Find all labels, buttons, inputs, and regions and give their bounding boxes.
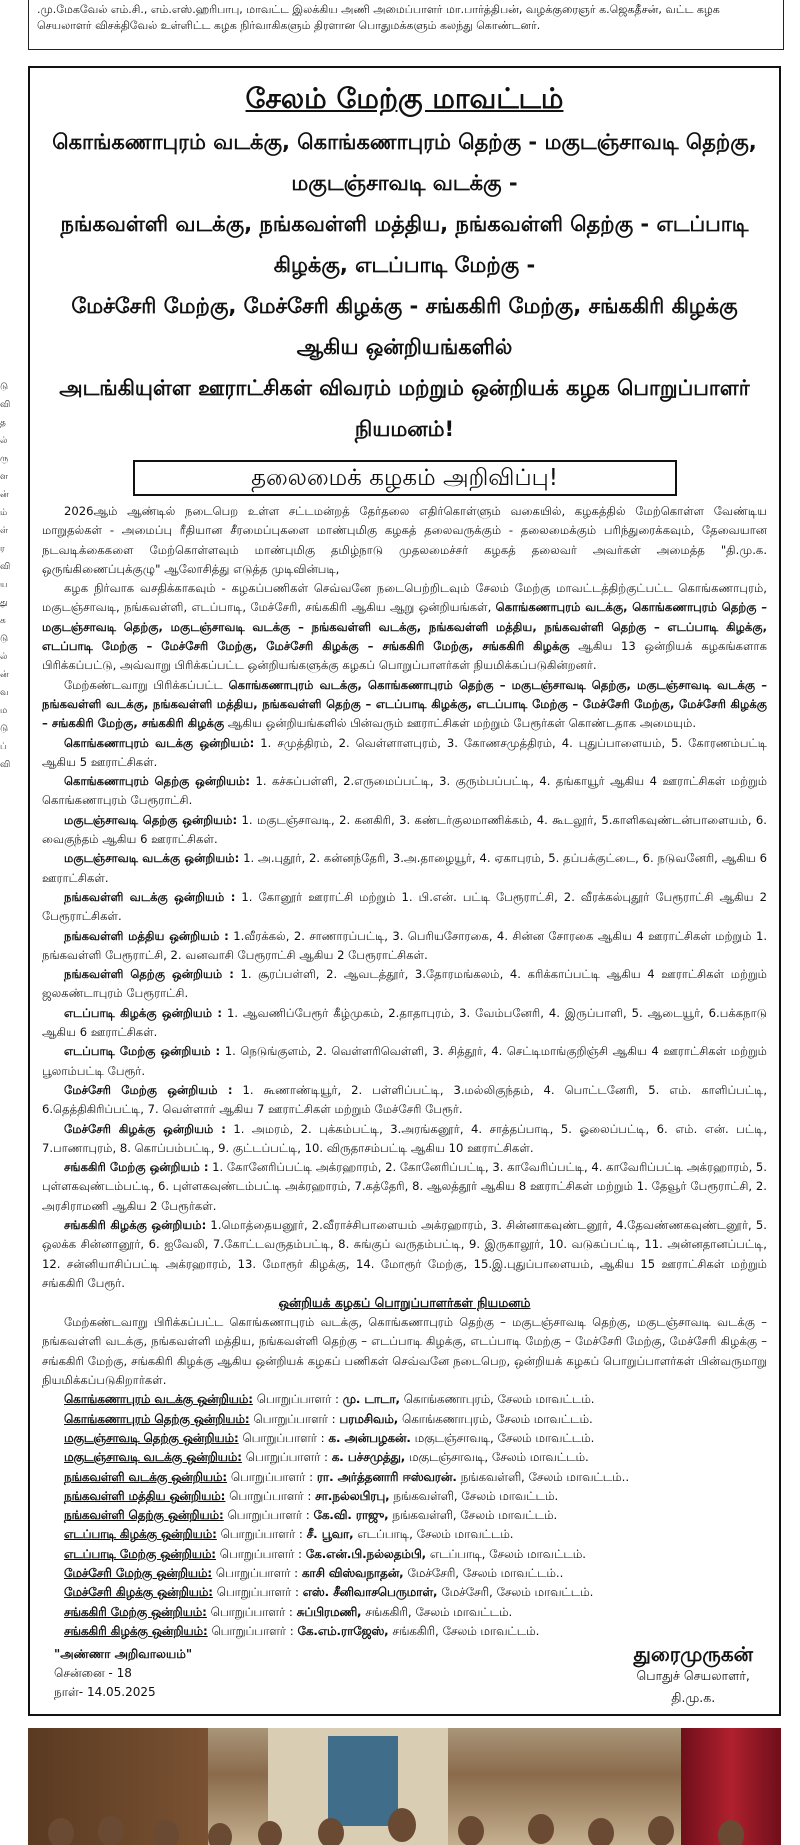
appointee-place: நங்கவள்ளி, சேலம் மாவட்டம். <box>392 1508 558 1523</box>
appointee-place: நங்கவள்ளி, சேலம் மாவட்டம். <box>393 1488 559 1503</box>
appointee-place: மகுடஞ்சாவடி, சேலம் மாவட்டம். <box>414 1430 595 1445</box>
appointment-union: கொங்கணாபுரம் தெற்கு ஒன்றியம்: <box>64 1411 250 1426</box>
left-column-fragment: ன் <box>0 670 9 680</box>
appointment-row <box>64 1487 767 1506</box>
appointment-role: பொறுப்பாளர் : <box>229 1488 312 1503</box>
left-column-fragment: ர <box>0 544 5 554</box>
left-column-fragment: ம் <box>0 508 8 518</box>
union-villages: 1.வீரக்கல், 2. சாணாரப்பட்டி, 3. பெரியசோரகை, 4. சின்ன சோரகை ஆகிய 4 ஊராட்சிகள் மற்றும் 1. நங்கவள்ளி பேரூராட்சி, 2. வனவாசி பேரூராட்சி ஆகிய 2 பேரூராட்சிகள். <box>42 928 768 962</box>
union-label: கொங்கணாபுரம் தெற்கு ஒன்றியம்: <box>64 774 250 789</box>
appointment-union: எடப்பாடி மேற்கு ஒன்றியம்: <box>64 1546 217 1561</box>
appointment-role: பொறுப்பாளர் : <box>219 1546 303 1561</box>
appointment-row <box>64 1525 767 1544</box>
union-entry <box>42 1004 767 1043</box>
division-end: ஆகிய 13 ஒன்றியக் கழகங்களாக பிரிக்கப்பட்டு, அவ்வாறு பிரிக்கப்பட்ட ஒன்றியங்களுக்கு கழகப் பொறுப்பாளர்கள் நியமிக்கப்படுகின்றனர். <box>42 639 767 673</box>
person-head <box>258 1821 282 1845</box>
left-column-fragment: து <box>0 598 8 608</box>
office-date: நாள்- 14.05.2025 <box>54 1685 156 1700</box>
villages-intro-paragraph <box>42 676 767 734</box>
division-text: கழக நிர்வாக வசதிக்காகவும் - கழகப்பணிகள் செவ்வனே நடைபெற்றிடவும் சேலம் மேற்கு மாவட்டத்திற்குட்பட்ட கொங்கணாபுரம், மகுடஞ்சாவடி, நங்கவள்ளி, எடப்பாடி, மேச்சேரி, சங்ககிரி ஆகிய ஆறு ஒன்றியங்கள், <box>42 581 767 615</box>
appointment-role: பொறுப்பாளர் : <box>230 1469 314 1484</box>
appointment-union: சங்ககிரி கிழக்கு ஒன்றியம்: <box>64 1623 208 1638</box>
person-head <box>208 1823 232 1845</box>
villages-intro-start: மேற்கண்டவாறு பிரிக்கப்பட்ட <box>64 677 223 692</box>
appointment-union: நங்கவள்ளி வடக்கு ஒன்றியம்: <box>64 1469 228 1484</box>
left-column-fragment: ள் <box>0 526 9 536</box>
appointee-name: எஸ். சீனிவாசபெருமாள், <box>302 1585 438 1600</box>
person-head <box>718 1820 744 1845</box>
party-notice <box>28 66 781 1716</box>
appointment-role: பொறுப்பாளர் : <box>216 1585 299 1600</box>
union-villages: 1. கோனேரிப்பட்டி அக்ரஹாரம், 2. கோனேரிப்பட்டி, 3. காவேரிப்பட்டி, 4. காவேரிப்பட்டி அக்ரஹாரம், 5. புள்ளகவுண்டம்பட்டி, 6. புள்ளகவுண்டம்பட்டி அக்ரஹாரம், 7.கத்தேரி, 8. ஆலத்தூர் ஆகிய 8 ஊராட்சிகள் மற்றும் 1. தேவூர் பேரூராட்சி, 2. அரசிராமணி ஆகிய 2 பேரூர்கள். <box>42 1160 767 1213</box>
appointment-row <box>64 1390 767 1409</box>
appointment-row <box>64 1583 767 1602</box>
union-label: மேச்சேரி கிழக்கு ஒன்றியம் : <box>64 1121 226 1136</box>
union-villages: 1. கூணாண்டியூர், 2. பள்ளிப்பட்டி, 3.மல்லிகுந்தம், 4. பொட்டனேரி, 5. எம். காளிப்பட்டி, 6.தெத்திகிரிப்பட்டி, 7. வெள்ளார் ஆகிய 7 ஊராட்சிகள் மற்றும் மேச்சேரி பேரூர். <box>42 1082 767 1117</box>
union-entry <box>42 1158 767 1216</box>
union-entry <box>42 734 767 773</box>
appointment-union: சங்ககிரி மேற்கு ஒன்றியம்: <box>64 1604 207 1619</box>
left-column-fragment: டு <box>0 724 9 734</box>
appointment-union: மேச்சேரி மேற்கு ஒன்றியம்: <box>64 1566 213 1581</box>
appointment-row <box>64 1410 767 1429</box>
union-entry <box>42 965 767 1004</box>
union-villages: 1. அ.புதூர், 2. கன்னந்தேரி, 3.அ.தாழையூர், 4. ஏகாபுரம், 5. தப்பக்குட்டை, 6. நடுவனேரி, ஆகிய 6 ஊராட்சிகள். <box>42 851 768 885</box>
union-entry <box>42 1042 767 1081</box>
union-label: நங்கவள்ளி மத்திய ஒன்றியம் : <box>64 928 229 943</box>
appointments-paragraph: மேற்கண்டவாறு பிரிக்கப்பட்ட கொங்கணாபுரம் வடக்கு, கொங்கணாபுரம் தெற்கு – மகுடஞ்சாவடி தெற்கு, மகுடஞ்சாவடி வடக்கு – நங்கவள்ளி வடக்கு, நங்கவள்ளி மத்திய, நங்கவள்ளி தெற்கு – எடப்பாடி கிழக்கு, எடப்பாடி மேற்கு – மேச்சேரி மேற்கு, மேச்சேரி கிழக்கு – சங்ககிரி மேற்கு, சங்ககிரி கிழக்கு ஆகிய ஒன்றியக் கழகப் பணிகள் செவ்வனே நடைபெற, ஒன்றியக் கழகப் பொறுப்பாளர்கள் பின்வருமாறு நியமிக்கப்படுகிறார்கள். <box>42 1315 767 1388</box>
division-unions: கொங்கணாபுரம் வடக்கு, கொங்கணாபுரம் தெற்கு – மகுடஞ்சாவடி தெற்கு, மகுடஞ்சாவடி வடக்கு – நங்கவள்ளி வடக்கு, நங்கவள்ளி மத்திய, நங்கவள்ளி தெற்கு – எடப்பாடி கிழக்கு, எடப்பாடி மேற்கு – மேச்சேரி மேற்கு, மேச்சேரி கிழக்கு – சங்ககிரி மேற்கு, சங்ககிரி கிழக்கு <box>42 600 768 654</box>
person-head <box>648 1816 674 1845</box>
union-entry <box>42 772 767 811</box>
appointment-role: பொறுப்பாளர் : <box>227 1508 310 1523</box>
union-villages: 1. நெடுங்குளம், 2. வெள்ளரிவெள்ளி, 3. சித்தூர், 4. செட்டிமாங்குறிஞ்சி ஆகிய 4 ஊராட்சிகள் மற்றும் பூலாம்பட்டி பேரூர். <box>42 1044 767 1078</box>
headline-line: மேச்சேரி மேற்கு, மேச்சேரி கிழக்கு - சங்ககிரி மேற்கு, சங்ககிரி கிழக்கு ஆகிய ஒன்றியங்களில் <box>71 294 738 359</box>
appointee-name: ரா. அர்த்தனாரி ஈஸ்வரன். <box>316 1469 457 1484</box>
appointment-role: பொறுப்பாளர் : <box>256 1392 339 1407</box>
union-label: எடப்பாடி கிழக்கு ஒன்றியம் : <box>64 1005 222 1020</box>
appointments-list <box>42 1390 767 1641</box>
union-label: சங்ககிரி மேற்கு ஒன்றியம் : <box>64 1160 209 1175</box>
union-label: சங்ககிரி கிழக்கு ஒன்றியம்: <box>64 1217 207 1232</box>
appointment-role: பொறுப்பாளர் : <box>245 1450 328 1465</box>
appointee-place: கொங்கணாபுரம், சேலம் மாவட்டம். <box>402 1411 593 1426</box>
appointment-union: கொங்கணாபுரம் வடக்கு ஒன்றியம்: <box>64 1392 253 1407</box>
union-label: நங்கவள்ளி தெற்கு ஒன்றியம் : <box>64 967 234 982</box>
portrait-frame <box>328 1736 398 1826</box>
union-entry <box>42 849 767 888</box>
strip-line-1: .மு.மேகவேல் எம்.சி., எம்.எஸ்.ஹரிபாபு, மாவட்ட இலக்கிய அணி அமைப்பாளர் மா.பார்த்திபன், வழக்குரைஞர் க.ஜெகதீசன், வட்ட கழக <box>37 3 720 16</box>
appointee-name: சுப்பிரமணி, <box>296 1604 362 1619</box>
person-head <box>153 1820 179 1845</box>
union-village-list <box>42 734 767 1294</box>
union-villages: 1. மகுடஞ்சாவடி, 2. கனகிரி, 3. கண்டர்குலமாணிக்கம், 4. கூடலூர், 5.காளிகவுண்டன்பாளையம், 6. வைகுந்தம் ஆகிய 6 ஊராட்சிகள். <box>42 812 767 847</box>
office-block <box>54 1645 192 1702</box>
signatory-title: பொதுச் செயலாளர், <box>636 1668 750 1684</box>
person-head <box>388 1808 416 1842</box>
union-villages: 1. கோனூர் ஊராட்சி மற்றும் 1. பி.என். பட்டி பேரூராட்சி, 2. வீரக்கல்புதூர் பேரூராட்சி ஆகிய 2 பேரூராட்சிகள். <box>42 889 768 924</box>
left-column-fragment: க <box>0 616 6 626</box>
left-column-fragment: ல் <box>0 436 8 446</box>
announcement-subtitle: தலைமைக் கழகம் அறிவிப்பு! <box>133 460 677 496</box>
union-villages: 1. சூரப்பள்ளி, 2. ஆவடத்தூர், 3.தோரமங்கலம், 4. கரிக்காப்பட்டி ஆகிய 4 ஊராட்சிகள் மற்றும் ஜலகண்டாபுரம் பேரூராட்சி. <box>42 967 767 1001</box>
left-column-fragment: ம <box>0 706 8 716</box>
union-villages: 1. அமரம், 2. புக்கம்பட்டி, 3.அரங்கனூர், 4. சாத்தப்பாடி, 5. ஓலைப்பட்டி, 6. எம். என். பட்டி, 7.பாணாபுரம், 8. கொப்பம்பட்டி, 9. குட்டப்பட்டி, 10. விருதாசம்பட்டி ஆகிய 10 ஊராட்சிகள். <box>42 1121 768 1155</box>
person-head <box>458 1816 484 1845</box>
union-villages: 1. கச்சுப்பள்ளி, 2.எருமைப்பட்டி, 3. குரும்பப்பட்டி, 4. தங்காயூர் ஆகிய 4 ஊராட்சிகள் மற்றும் கொங்கணாபுரம் பேரூராட்சி. <box>42 774 768 808</box>
appointment-role: பொறுப்பாளர் : <box>253 1411 336 1426</box>
appointments-heading: ஒன்றியக் கழகப் பொறுப்பாளர்கள் நியமனம் <box>278 1295 531 1311</box>
appointment-union: மேச்சேரி கிழக்கு ஒன்றியம்: <box>64 1585 213 1600</box>
notice-footer <box>42 1641 767 1716</box>
left-column-fragment: ரு <box>0 454 9 464</box>
union-entry <box>42 927 767 966</box>
left-column-fragment: வி <box>0 562 11 572</box>
intro-paragraph: 2026ஆம் ஆண்டில் நடைபெற உள்ள சட்டமன்றத் தேர்தலை எதிர்கொள்ளும் வகையில், கழகத்தில் மேற்கொள்ள வேண்டிய மாறுதல்கள் - அமைப்பு ரீதியான சீரமைப்புகளை மாண்புமிகு கழகத் தலைவருக்கும் - தலைமைக்கும் பரிந்துரைக்கவும், தேவையான நடவடிக்கைகளை மேற்கொள்ளவும் மாண்புமிகு தமிழ்நாடு முதலமைச்சர் கழகத் தலைவர் அவர்கள் அமைத்த "தி.மு.க. ஒருங்கிணைப்புக்குழு" ஆலோசித்து எடுத்த முடிவின்படி, <box>42 504 767 576</box>
left-column-fragment: ன் <box>0 490 9 500</box>
appointee-name: பரமசிவம், <box>339 1411 399 1426</box>
appointee-place: எடப்பாடி, சேலம் மாவட்டம். <box>429 1546 586 1561</box>
appointee-name: க. பச்சமுத்து, <box>331 1450 406 1465</box>
appointment-role: பொறுப்பாளர் : <box>211 1623 294 1638</box>
left-column-fragment: ப் <box>0 742 7 752</box>
union-entry <box>42 888 767 927</box>
appointment-union: எடப்பாடி கிழக்கு ஒன்றியம்: <box>64 1527 217 1542</box>
office-name: "அண்ணா அறிவாலயம்" <box>54 1647 193 1662</box>
appointee-place: எடப்பாடி, சேலம் மாவட்டம். <box>357 1527 514 1542</box>
appointee-name: கே.எம்.ராஜேஸ், <box>297 1623 389 1638</box>
headline-line: கொங்கணாபுரம் வடக்கு, கொங்கணாபுரம் தெற்கு - மகுடஞ்சாவடி தெற்கு, மகுடஞ்சாவடி வடக்கு - <box>52 130 757 195</box>
left-column-fragment: ல் <box>0 652 8 662</box>
appointment-row <box>64 1564 767 1583</box>
villages-intro-end: ஆகிய ஒன்றியங்களில் பின்வரும் ஊராட்சிகள் மற்றும் பேரூர்கள் கொண்டதாக அமையும். <box>227 716 697 731</box>
appointee-name: சீ. பூவா, <box>306 1527 354 1542</box>
person-head <box>588 1818 614 1845</box>
signatory-party: தி.மு.க. <box>671 1690 716 1706</box>
person-head <box>318 1818 344 1845</box>
left-column-fragment: வி <box>0 760 11 770</box>
union-label: மேச்சேரி மேற்கு ஒன்றியம் : <box>64 1082 233 1097</box>
union-villages: 1. ஆவணிப்பேரூர் கீழ்முகம், 2.தாதாபுரம், 3. வேம்பனேரி, 4. இருப்பாளி, 5. ஆடையூர், 6.பக்கநாடு ஆகிய 6 ஊராட்சிகள். <box>42 1005 767 1040</box>
appointee-name: கே.வி. ராஜு, <box>313 1508 389 1523</box>
appointee-name: காசி விஸ்வநாதன், <box>301 1566 404 1581</box>
person-head <box>98 1816 124 1845</box>
appointee-place: சங்ககிரி, சேலம் மாவட்டம். <box>392 1623 540 1638</box>
signatory-name: துரைமுருகன் <box>633 1642 753 1667</box>
union-entry <box>42 1120 767 1159</box>
appointment-role: பொறுப்பாளர் : <box>210 1604 293 1619</box>
union-entry <box>42 1216 767 1293</box>
office-city: சென்னை - 18 <box>54 1666 132 1681</box>
union-entry <box>42 1081 767 1120</box>
appointment-row <box>64 1468 767 1487</box>
appointment-union: மகுடஞ்சாவடி வடக்கு ஒன்றியம்: <box>64 1450 242 1465</box>
appointee-place: மகுடஞ்சாவடி, சேலம் மாவட்டம். <box>408 1450 589 1465</box>
appointment-row <box>64 1448 767 1467</box>
appointee-name: மு. டாடா, <box>342 1392 400 1407</box>
left-column-fragment: வ <box>0 688 9 698</box>
left-column-fragment: டு <box>0 634 9 644</box>
division-paragraph <box>42 579 767 675</box>
appointment-row <box>64 1506 767 1525</box>
appointee-name: சா.நல்லபிரபு, <box>315 1488 390 1503</box>
appointee-name: கே.என்.பி.நல்லதம்பி, <box>305 1546 427 1561</box>
appointment-role: பொறுப்பாளர் : <box>242 1430 325 1445</box>
news-photo <box>28 1728 781 1845</box>
appointee-name: க. அன்பழகன். <box>328 1430 411 1445</box>
left-column-fragments <box>0 0 12 1845</box>
union-label: கொங்கணாபுரம் வடக்கு ஒன்றியம்: <box>64 735 255 750</box>
left-column-fragment: ள <box>0 472 9 482</box>
appointee-place: கொங்கணாபுரம், சேலம் மாவட்டம். <box>403 1392 595 1407</box>
left-column-fragment: த <box>0 418 6 428</box>
headline-line: அடங்கியுள்ள ஊராட்சிகள் விவரம் மற்றும் ஒன்றியக் கழக பொறுப்பாளர் நியமனம்! <box>59 376 750 441</box>
union-entry <box>42 811 767 850</box>
union-label: நங்கவள்ளி வடக்கு ஒன்றியம் : <box>64 889 236 904</box>
union-villages: 1.மொத்தையனூர், 2.வீராச்சிபாளையம் அக்ரஹாரம், 3. சின்னாகவுண்டனூர், 4.தேவண்ணகவுண்டனூர், 5. ஒலக்க சின்னானூர், 6. ஐவேலி, 7.கோட்டவருதம்பட்டி, 8. சுங்குப் வருதம்பட்டி, 9. இருகாலூர், 10. வடுகப்பட்டி, 11. அன்னதானப்பட்டி, 12. சன்னியாசிப்பட்டி அக்ரஹாரம், 13. மோரூர் கிழக்கு, 14. மோரூர் மேற்கு, 15.இ.புதுப்பாளையம், ஆகிய 15 ஊராட்சிகள் மற்றும் சங்ககிரி பேரூர். <box>42 1217 767 1290</box>
appointee-place: சங்ககிரி, சேலம் மாவட்டம். <box>365 1604 513 1619</box>
appointee-place: நங்கவள்ளி, சேலம் மாவட்டம்.. <box>460 1469 630 1484</box>
signature-block <box>633 1643 753 1709</box>
notice-headline <box>48 122 761 450</box>
union-label: மகுடஞ்சாவடி தெற்கு ஒன்றியம்: <box>64 812 238 827</box>
district-title: சேலம் மேற்கு மாவட்டம் <box>245 82 564 115</box>
union-label: மகுடஞ்சாவடி வடக்கு ஒன்றியம்: <box>64 851 240 866</box>
left-column-fragment: வி <box>0 400 11 410</box>
person-head <box>528 1814 554 1844</box>
appointment-row <box>64 1603 767 1622</box>
villages-intro-unions: கொங்கணாபுரம் வடக்கு, கொங்கணாபுரம் தெற்கு – மகுடஞ்சாவடி தெற்கு, மகுடஞ்சாவடி வடக்கு – நங்கவள்ளி வடக்கு, நங்கவள்ளி மத்திய, நங்கவள்ளி தெற்கு – எடப்பாடி கிழக்கு, எடப்பாடி மேற்கு – மேச்சேரி மேற்கு, மேச்சேரி கிழக்கு – சங்ககிரி மேற்கு, சங்ககிரி கிழக்கு <box>42 677 768 731</box>
appointee-place: மேச்சேரி, சேலம் மாவட்டம். <box>441 1585 594 1600</box>
left-column-fragment: ய <box>0 580 8 590</box>
previous-article-strip <box>28 0 784 50</box>
appointment-row <box>64 1429 767 1448</box>
appointment-row <box>64 1545 767 1564</box>
left-column-fragment: டு <box>0 382 9 392</box>
person-head <box>48 1818 74 1845</box>
appointment-role: பொறுப்பாளர் : <box>220 1527 303 1542</box>
headline-line: நங்கவள்ளி வடக்கு, நங்கவள்ளி மத்திய, நங்கவள்ளி தெற்கு - எடப்பாடி கிழக்கு, எடப்பாடி மேற்கு - <box>60 212 749 277</box>
appointment-role: பொறுப்பாளர் : <box>215 1566 299 1581</box>
appointment-union: நங்கவள்ளி தெற்கு ஒன்றியம்: <box>64 1508 224 1523</box>
appointee-place: மேச்சேரி, சேலம் மாவட்டம்.. <box>407 1566 564 1581</box>
appointment-union: நங்கவள்ளி மத்திய ஒன்றியம்: <box>64 1488 226 1503</box>
appointment-row <box>64 1622 767 1641</box>
appointment-union: மகுடஞ்சாவடி தெற்கு ஒன்றியம்: <box>64 1430 239 1445</box>
union-villages: 1. சமுத்திரம், 2. வெள்ளாளபுரம், 3. கோணசமுத்திரம், 4. புதுப்பாளையம், 5. கோரணம்பட்டி ஆகிய 5 ஊராட்சிகள். <box>42 735 768 769</box>
union-label: எடப்பாடி மேற்கு ஒன்றியம் : <box>64 1044 221 1059</box>
strip-line-2: செயலாளர் விசக்திவேல் உள்ளிட்ட கழக நிர்வாகிகளும் திரளான பொதுமக்களும் கலந்து கொண்டனர். <box>37 19 541 32</box>
